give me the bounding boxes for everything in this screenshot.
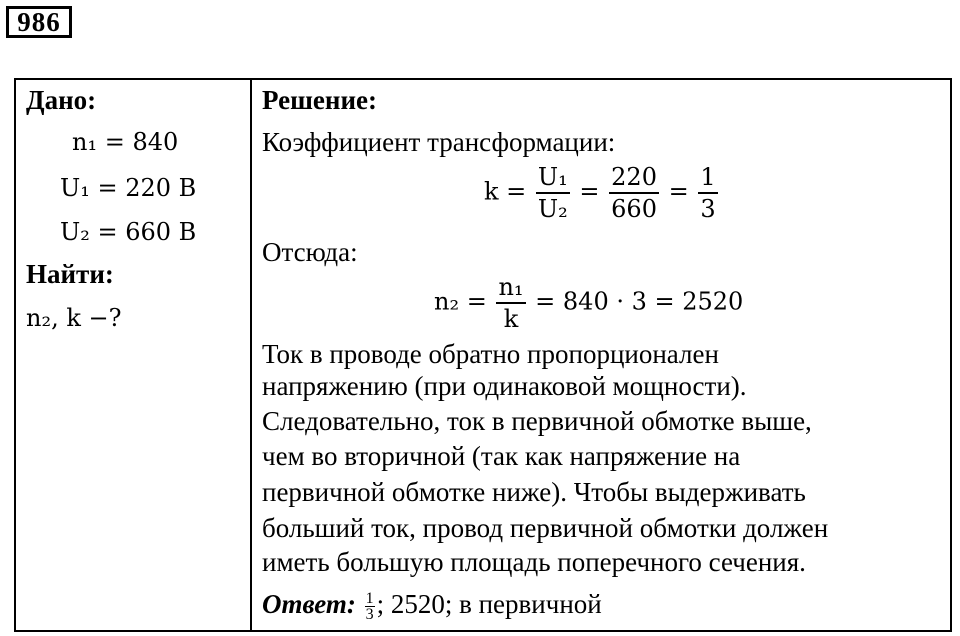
formula2-num: n₁ <box>496 272 525 304</box>
given-line-u1: U₁ = 220 В <box>60 174 197 202</box>
formula1-frac-result <box>698 162 717 224</box>
formula2-rest: = 840 · 3 = 2520 <box>535 287 744 316</box>
find-line: n₂, k −? <box>26 304 122 332</box>
answer-rest: ; 2520; в первичной <box>376 589 602 619</box>
find-header: Найти: <box>26 259 114 289</box>
formula1-num3: 1 <box>698 162 717 194</box>
paragraph-line-7: иметь большую площадь поперечного сечения. <box>262 547 806 577</box>
answer-frac-num: 1 <box>365 590 374 608</box>
formula1-den2: 660 <box>611 195 657 223</box>
formula-coefficient: k = $\frac{\text{U₁}}{\text{U₂}}$ = $\frac{220}{660}$ = $\frac{1}{3}$ <box>484 163 716 223</box>
paragraph-line-1: Ток в проводе обратно пропорционален <box>262 339 719 369</box>
formula1-num2: 220 <box>609 162 659 194</box>
problem-number: 986 <box>6 6 72 38</box>
solution-table <box>14 78 952 632</box>
coefficient-label: Коэффициент трансформации: <box>262 127 616 157</box>
formula1-den1: U₂ <box>537 195 568 223</box>
formula2-lhs: n₂ <box>434 287 460 316</box>
formula2-den: k <box>503 305 519 333</box>
formula1-frac-u <box>536 162 570 224</box>
answer-line <box>262 588 602 622</box>
formula-turns: n₂ = $\frac{\text{n₁}}{k}$ = 840 · 3 = 2520 <box>434 273 744 333</box>
hence-label: Отсюда: <box>262 237 358 267</box>
paragraph-line-6: больший ток, провод первичной обмотки должен <box>262 513 829 543</box>
solution-header: Решение: <box>262 85 377 115</box>
formula1-lhs: k <box>484 177 499 206</box>
paragraph-line-3: Следовательно, ток в первичной обмотке выше, <box>262 406 812 436</box>
answer-fraction <box>365 591 375 622</box>
paragraph-line-5: первичной обмотке ниже). Чтобы выдерживать <box>262 477 806 507</box>
column-divider <box>250 80 252 630</box>
formula2-frac <box>496 272 525 334</box>
given-header: Дано: <box>26 85 97 115</box>
answer-label: Ответ: <box>262 589 356 619</box>
given-line-u2: U₂ = 660 В <box>60 218 197 246</box>
paragraph-line-4: чем во вторичной (так как напряжение на <box>262 441 741 471</box>
formula1-num1: U₁ <box>536 162 570 194</box>
paragraph-line-2: напряжению (при одинаковой мощности). <box>262 371 747 401</box>
formula1-frac-values <box>609 162 659 224</box>
answer-frac-den: 3 <box>365 606 374 624</box>
formula1-den3: 3 <box>700 195 716 223</box>
given-line-n1: n₁ = 840 <box>72 128 179 156</box>
